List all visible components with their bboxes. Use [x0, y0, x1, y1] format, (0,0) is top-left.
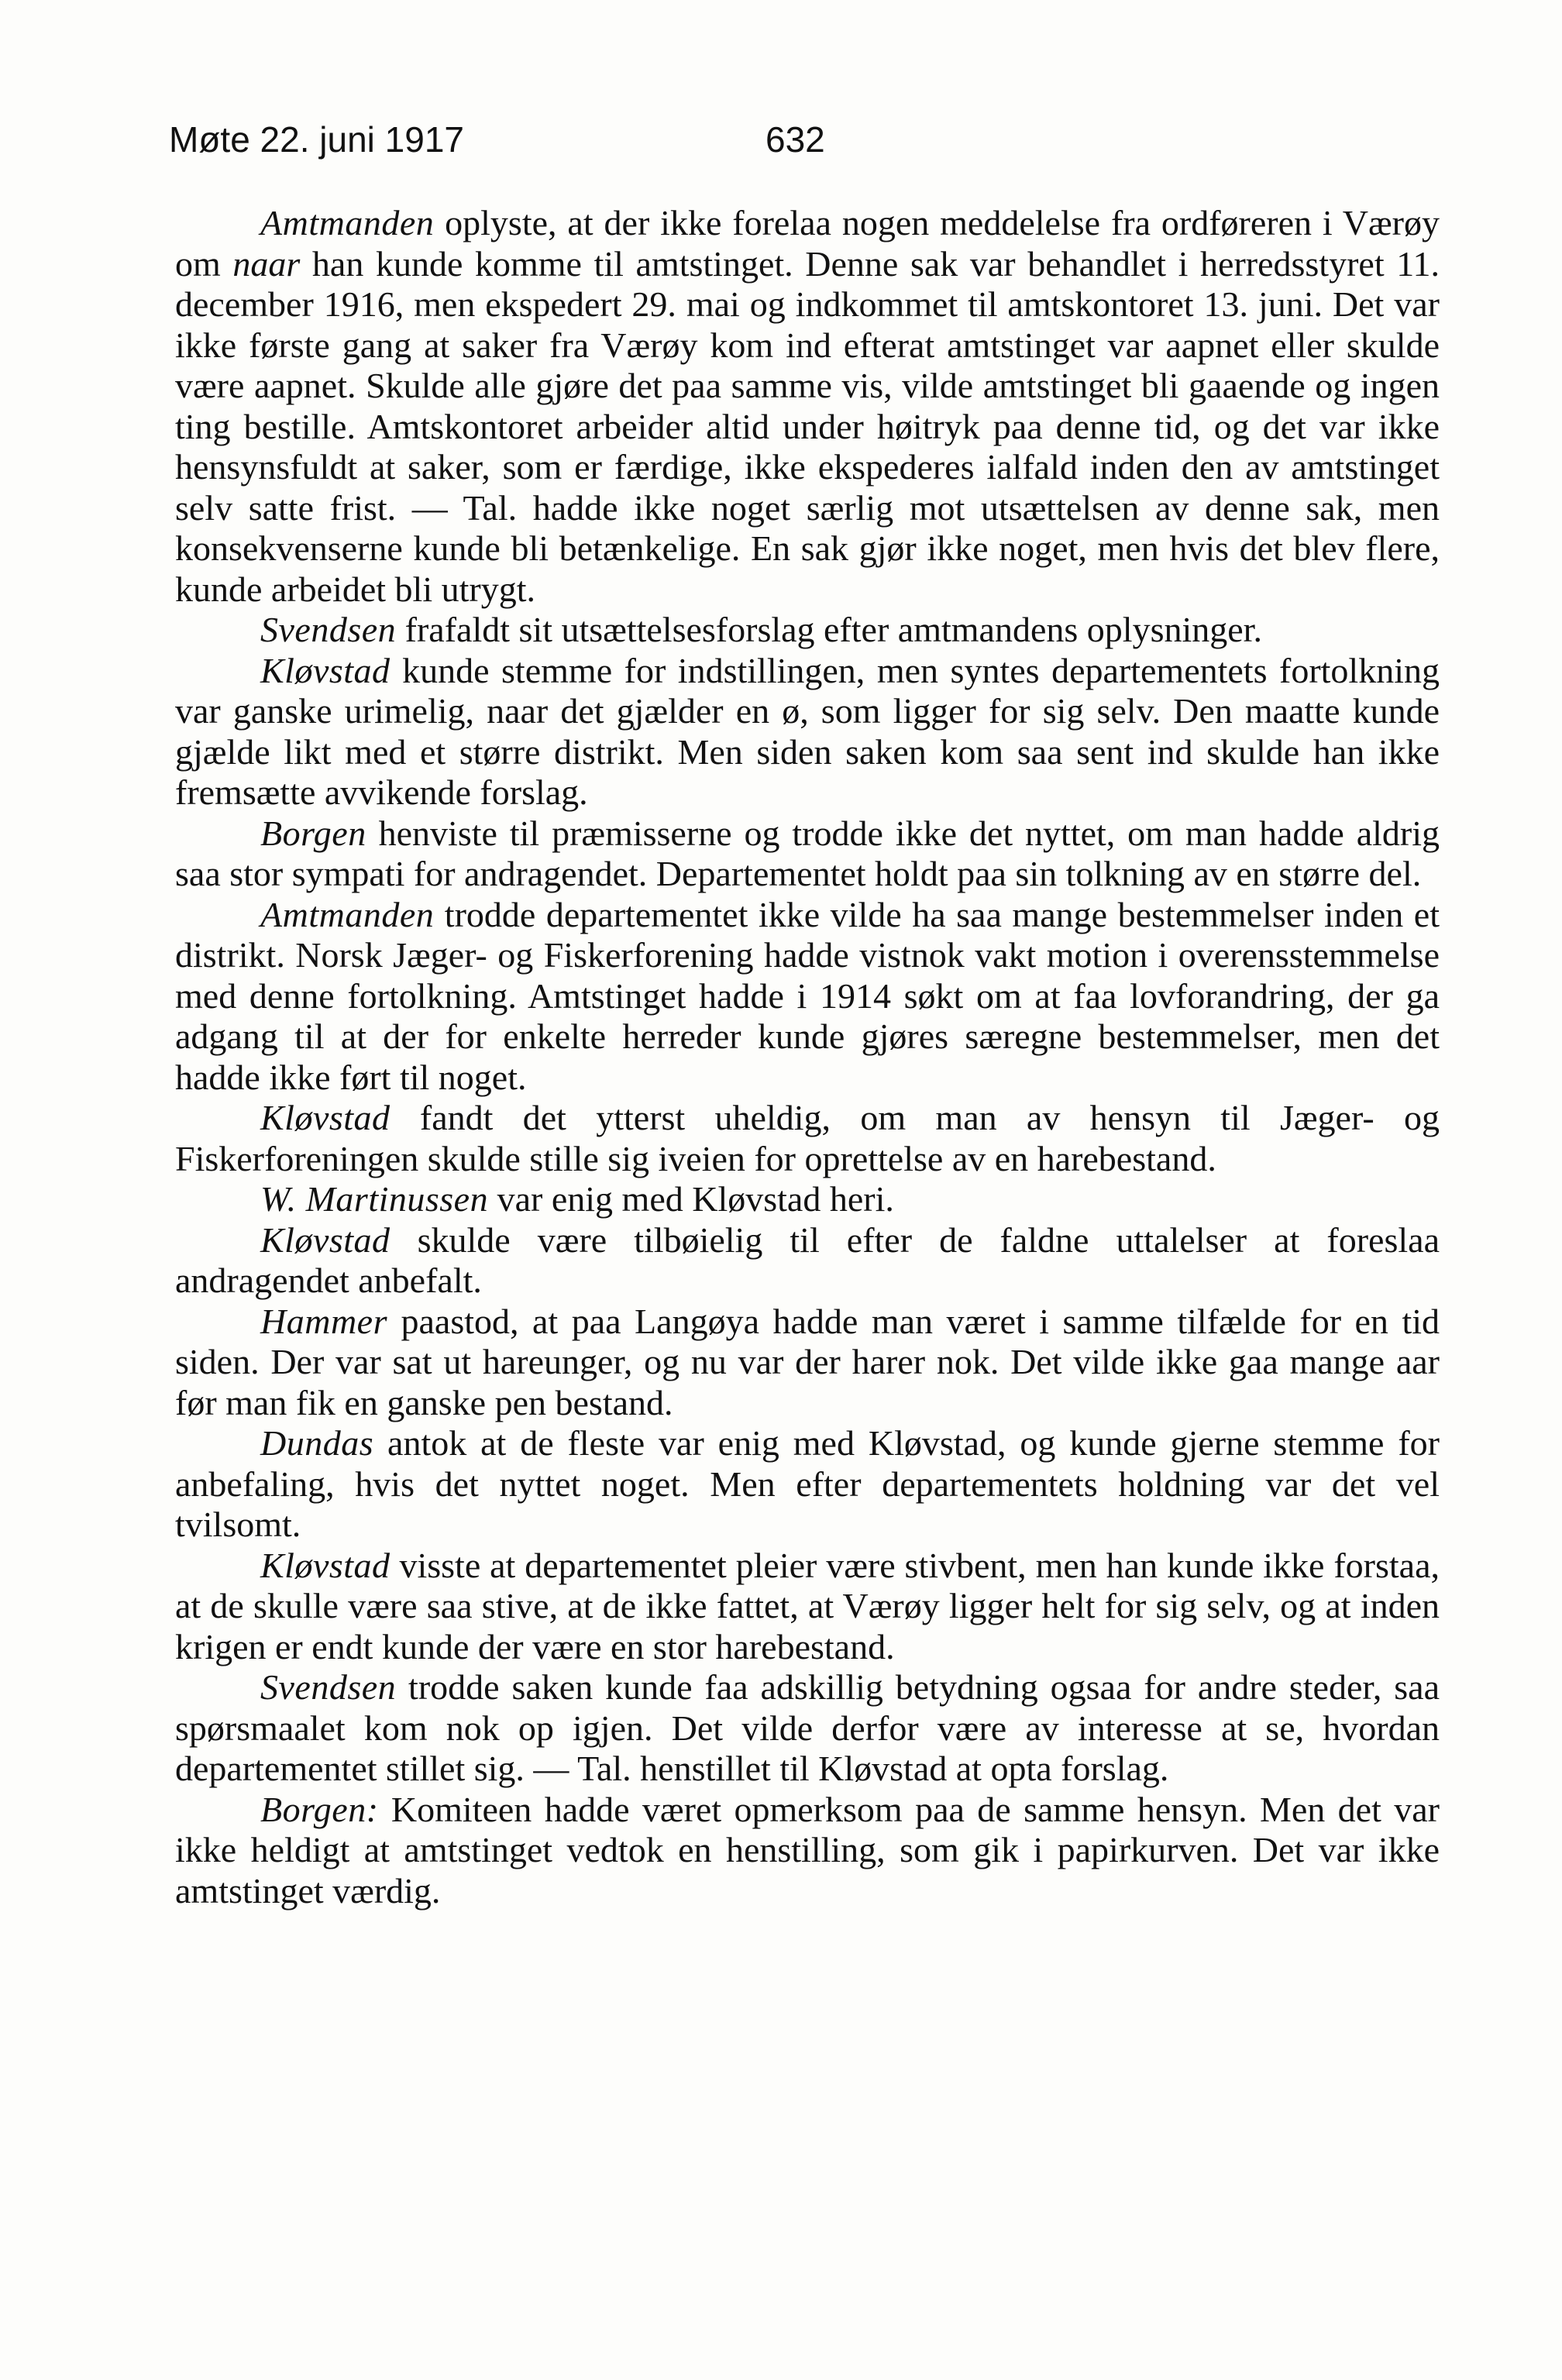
emphasis-text: naar — [232, 243, 301, 284]
paragraph-text: trodde saken kunde faa adskillig betydning ogsaa for andre steder, saa spørsmaalet kom nok op igjen. Det vilde derfor være av interesse at se, hvordan departementet stillet sig. — Tal. henstillet til Kløvstad at opta forslag. — [175, 1667, 1440, 1788]
speaker-name: Svendsen — [260, 610, 397, 649]
paragraph-text: Komiteen hadde været opmerksom paa de samme hensyn. Men det var ikke heldigt at amtstinget vedtok en henstilling, som gik i papirkurven. Det var ikke amtstinget værdig. — [175, 1789, 1440, 1911]
paragraph-text: var enig med Kløvstad heri. — [488, 1179, 894, 1219]
paragraph-text: fandt det ytterst uheldig, om man av hensyn til Jæger- og Fiskerforeningen skulde stille sig iveien for oprettelse av en harebestand. — [175, 1098, 1440, 1178]
minutes-paragraph — [175, 1423, 1440, 1546]
minutes-paragraph — [175, 1220, 1440, 1302]
speaker-name: Kløvstad — [260, 1545, 390, 1585]
speaker-name: Kløvstad — [260, 1219, 390, 1260]
minutes-paragraph — [175, 1179, 1440, 1220]
paragraph-text: antok at de fleste var enig med Kløvstad, og kunde gjerne stemme for anbefaling, hvis det nyttet noget. Men efter departementets holdning var det vel tvilsomt. — [175, 1423, 1440, 1544]
speaker-name: Borgen: — [260, 1789, 379, 1829]
paragraph-text: han kunde komme til amtstinget. Denne sak var behandlet i herredsstyret 11. december 1916, men ekspedert 29. mai og indkommet til amtskontoret 13. juni. Det var ikke første gang at saker fra Værøy kom ind efterat amtstinget var aapnet eller skulde være aapnet. Skulde alle gjøre det paa samme vis, vilde amtstinget bli gaaende og ingen ting bestille. Amtskontoret arbeider altid under høitryk paa denne tid, og det var ikke hensynsfuldt at saker, som er færdige, ikke ekspederes ialfald inden den av amtstinget selv satte frist. — Tal. hadde ikke noget særlig mot utsættelsen av denne sak, men konsekvenserne kunde bli betænkelige. En sak gjør ikke noget, men hvis det blev flere, kunde arbeidet bli utrygt. — [175, 243, 1440, 609]
speaker-name: W. Martinussen — [260, 1179, 489, 1219]
paragraph-text: trodde departementet ikke vilde ha saa mange bestemmelser inden et distrikt. Norsk Jæger- og Fiskerforening hadde vistnok vakt motion i overensstemmelse med denne fortolkning. Amtstinget hadde i 1914 søkt om at faa lovforandring, der ga adgang til at der for enkelte herreder kunde gjøres særegne bestemmelser, men det hadde ikke ført til noget. — [175, 894, 1440, 1097]
speaker-name: Kløvstad — [260, 650, 390, 690]
paragraph-text: paastod, at paa Langøya hadde man været i samme tilfælde for en tid siden. Der var sat ut hareunger, og nu var der harer nok. Det vilde ikke gaa mange aar før man fik en ganske pen bestand. — [175, 1301, 1440, 1422]
minutes-paragraph — [175, 1546, 1440, 1668]
speaker-name: Amtmanden — [260, 894, 435, 934]
speaker-name: Amtmanden — [260, 203, 435, 242]
paragraph-text: henviste til præmisserne og trodde ikke det nyttet, om man hadde aldrig saa stor sympati for andragendet. Departementet holdt paa sin tolkning av en større del. — [175, 813, 1440, 893]
minutes-paragraph — [175, 651, 1440, 813]
paragraph-text: kunde stemme for indstillingen, men syntes departementets fortolkning var ganske urimelig, naar det gjælder en ø, som ligger for sig selv. Den maatte kunde gjælde likt med et større distrikt. Men siden saken kom saa sent ind skulde han ikke fremsætte avvikende forslag. — [175, 650, 1440, 812]
paragraph-text: skulde være tilbøielig til efter de faldne uttalelser at foreslaa andragendet anbefalt. — [175, 1219, 1440, 1300]
minutes-paragraph — [175, 895, 1440, 1099]
running-head — [169, 116, 1440, 163]
speaker-name: Kløvstad — [260, 1098, 390, 1137]
minutes-paragraph — [175, 1098, 1440, 1179]
minutes-paragraph — [175, 1302, 1440, 1424]
speaker-name: Hammer — [260, 1301, 387, 1341]
speaker-name: Svendsen — [260, 1667, 397, 1707]
paragraph-text: frafaldt sit utsættelsesforslag efter amtmandens oplysninger. — [396, 610, 1262, 649]
speaker-name: Dundas — [260, 1423, 374, 1463]
minutes-paragraph — [175, 610, 1440, 651]
minutes-paragraph — [175, 1667, 1440, 1790]
minutes-paragraph — [175, 1790, 1440, 1912]
paragraph-text: visste at departementet pleier være stivbent, men han kunde ikke forstaa, at de skulle være saa stive, at de ikke fattet, at Værøy ligger helt for sig selv, og at inden krigen er endt kunde der være en stor harebestand. — [175, 1545, 1440, 1666]
minutes-paragraph — [175, 203, 1440, 610]
meeting-date: Møte 22. juni 1917 — [169, 119, 465, 160]
minutes-paragraph — [175, 813, 1440, 895]
paragraph-text: oplyste, at der ikke forelaa nogen meddelelse fra ordføreren i Værøy om — [175, 203, 1440, 284]
body-text — [175, 203, 1440, 1911]
page-number: 632 — [766, 119, 825, 160]
speaker-name: Borgen — [260, 813, 366, 853]
